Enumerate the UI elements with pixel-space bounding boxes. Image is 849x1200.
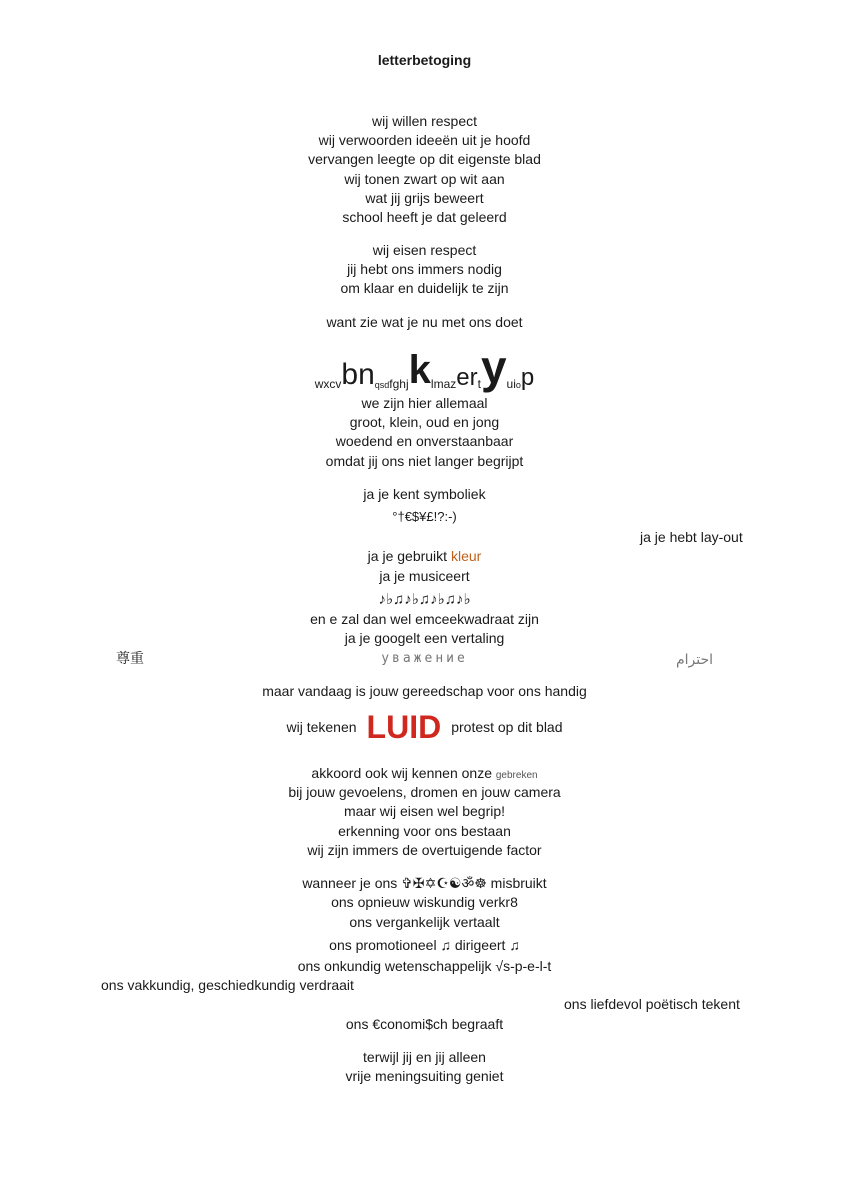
poem-line: omdat jij ons niet langer begrijpt — [325, 453, 524, 469]
translation-russian: уважение — [381, 651, 468, 666]
translation-arabic: احترام — [676, 651, 714, 667]
keyboard-chunk: o — [515, 380, 521, 390]
keyboard-chunk: qsd — [374, 380, 390, 390]
kleur-prefix: ja je gebruikt — [367, 548, 451, 564]
religious-symbols: ✞✠✡☪☯ॐ☸ — [401, 875, 487, 891]
poem-line: groot, klein, oud en jong — [349, 414, 500, 430]
keyboard-chunk: ui — [506, 377, 516, 391]
poem-line-symboliek: ja je kent symboliek — [363, 486, 486, 502]
music-notes: ♪♭♫♪♭♫♪♭♫♪♭ — [378, 591, 471, 608]
poem-line-doet: want zie wat je nu met ons doet — [326, 314, 523, 330]
poem-line: wij eisen respect — [372, 242, 477, 258]
poem-line-googelt: ja je googelt een vertaling — [344, 630, 505, 646]
poem-line: maar wij eisen wel begrip! — [343, 803, 506, 819]
poem-line-verdraait: ons vakkundig, geschiedkundig verdraait — [101, 977, 354, 993]
luid-after: protest op dit blad — [451, 719, 563, 735]
kleur-word: kleur — [450, 548, 482, 564]
poem-line: vrije meningsuiting geniet — [345, 1068, 504, 1084]
keyboard-chunk: wxcv — [314, 377, 342, 391]
poem-line-verkr8: ons opnieuw wiskundig verkr8 — [331, 894, 518, 910]
poem-line: bij jouw gevoelens, dromen en jouw camera — [288, 784, 561, 800]
luid-line — [0, 706, 849, 748]
poem-line-begraaft: ons €conomi$ch begraaft — [345, 1016, 504, 1032]
poem-line: terwijl jij en jij alleen — [363, 1049, 486, 1065]
poem-line-misbruikt — [0, 874, 849, 892]
poem-line-musiceert: ja je musiceert — [379, 568, 470, 584]
poem-line: wat jij grijs beweert — [365, 190, 484, 206]
akkoord-prefix: akkoord ook wij kennen onze — [311, 765, 496, 781]
poem-line-kleur — [0, 547, 849, 565]
poem-line: jij hebt ons immers nodig — [347, 261, 502, 277]
poem-line: wij willen respect — [371, 113, 478, 129]
keyboard-chunk: p — [520, 364, 535, 391]
luid-word: LUID — [366, 709, 442, 745]
keyboard-chunk: fghj — [389, 377, 409, 391]
poem-line-akkoord — [0, 764, 849, 785]
poem-line: school heeft je dat geleerd — [342, 209, 507, 225]
poem-line-speelt: ons onkundig wetenschappelijk √s-p-e-l-t — [297, 958, 552, 974]
misbruikt-after: misbruikt — [486, 875, 547, 891]
symbols-line: °†€$¥£!?:-) — [392, 509, 457, 524]
poem-line: we zijn hier allemaal — [361, 395, 488, 411]
keyboard-chunk: k — [408, 348, 431, 392]
page-title: letterbetoging — [377, 52, 472, 68]
poem-line-layout: ja je hebt lay-out — [640, 529, 743, 545]
keyboard-chunk: y — [480, 341, 507, 393]
keyboard-chunk: er — [456, 364, 478, 391]
misbruikt-before: wanneer je ons — [302, 875, 402, 891]
akkoord-small: gebreken — [495, 770, 538, 781]
luid-before: wij tekenen — [286, 719, 357, 735]
poem-line: erkenning voor ons bestaan — [338, 823, 511, 839]
keyboard-chunk: lmaz — [430, 377, 457, 391]
poem-line-tekent: ons liefdevol poëtisch tekent — [564, 996, 740, 1012]
poem-line: wij verwoorden ideeën uit je hoofd — [318, 132, 531, 148]
poem-line: woedend en onverstaanbaar — [335, 433, 514, 449]
translation-chinese: 尊重 — [116, 650, 144, 666]
keyboard-chunk: t — [477, 377, 481, 391]
poem-line-emceekwadraat: en e zal dan wel emceekwadraat zijn — [310, 611, 539, 627]
poem-line-vertaalt: ons vergankelijk vertaalt — [349, 914, 500, 930]
poem-line: wij zijn immers de overtuigende factor — [307, 842, 542, 858]
keyboard-letters — [0, 340, 849, 393]
poem-line-dirigeert: ons promotioneel ♫ dirigeert ♫ — [329, 937, 520, 953]
poem-line: wij tonen zwart op wit aan — [344, 171, 505, 187]
keyboard-chunk: bn — [341, 358, 375, 391]
poem-line: om klaar en duidelijk te zijn — [340, 280, 509, 296]
poem-line-gereedschap: maar vandaag is jouw gereedschap voor ons handig — [262, 683, 587, 699]
poem-line: vervangen leegte op dit eigenste blad — [308, 151, 541, 167]
